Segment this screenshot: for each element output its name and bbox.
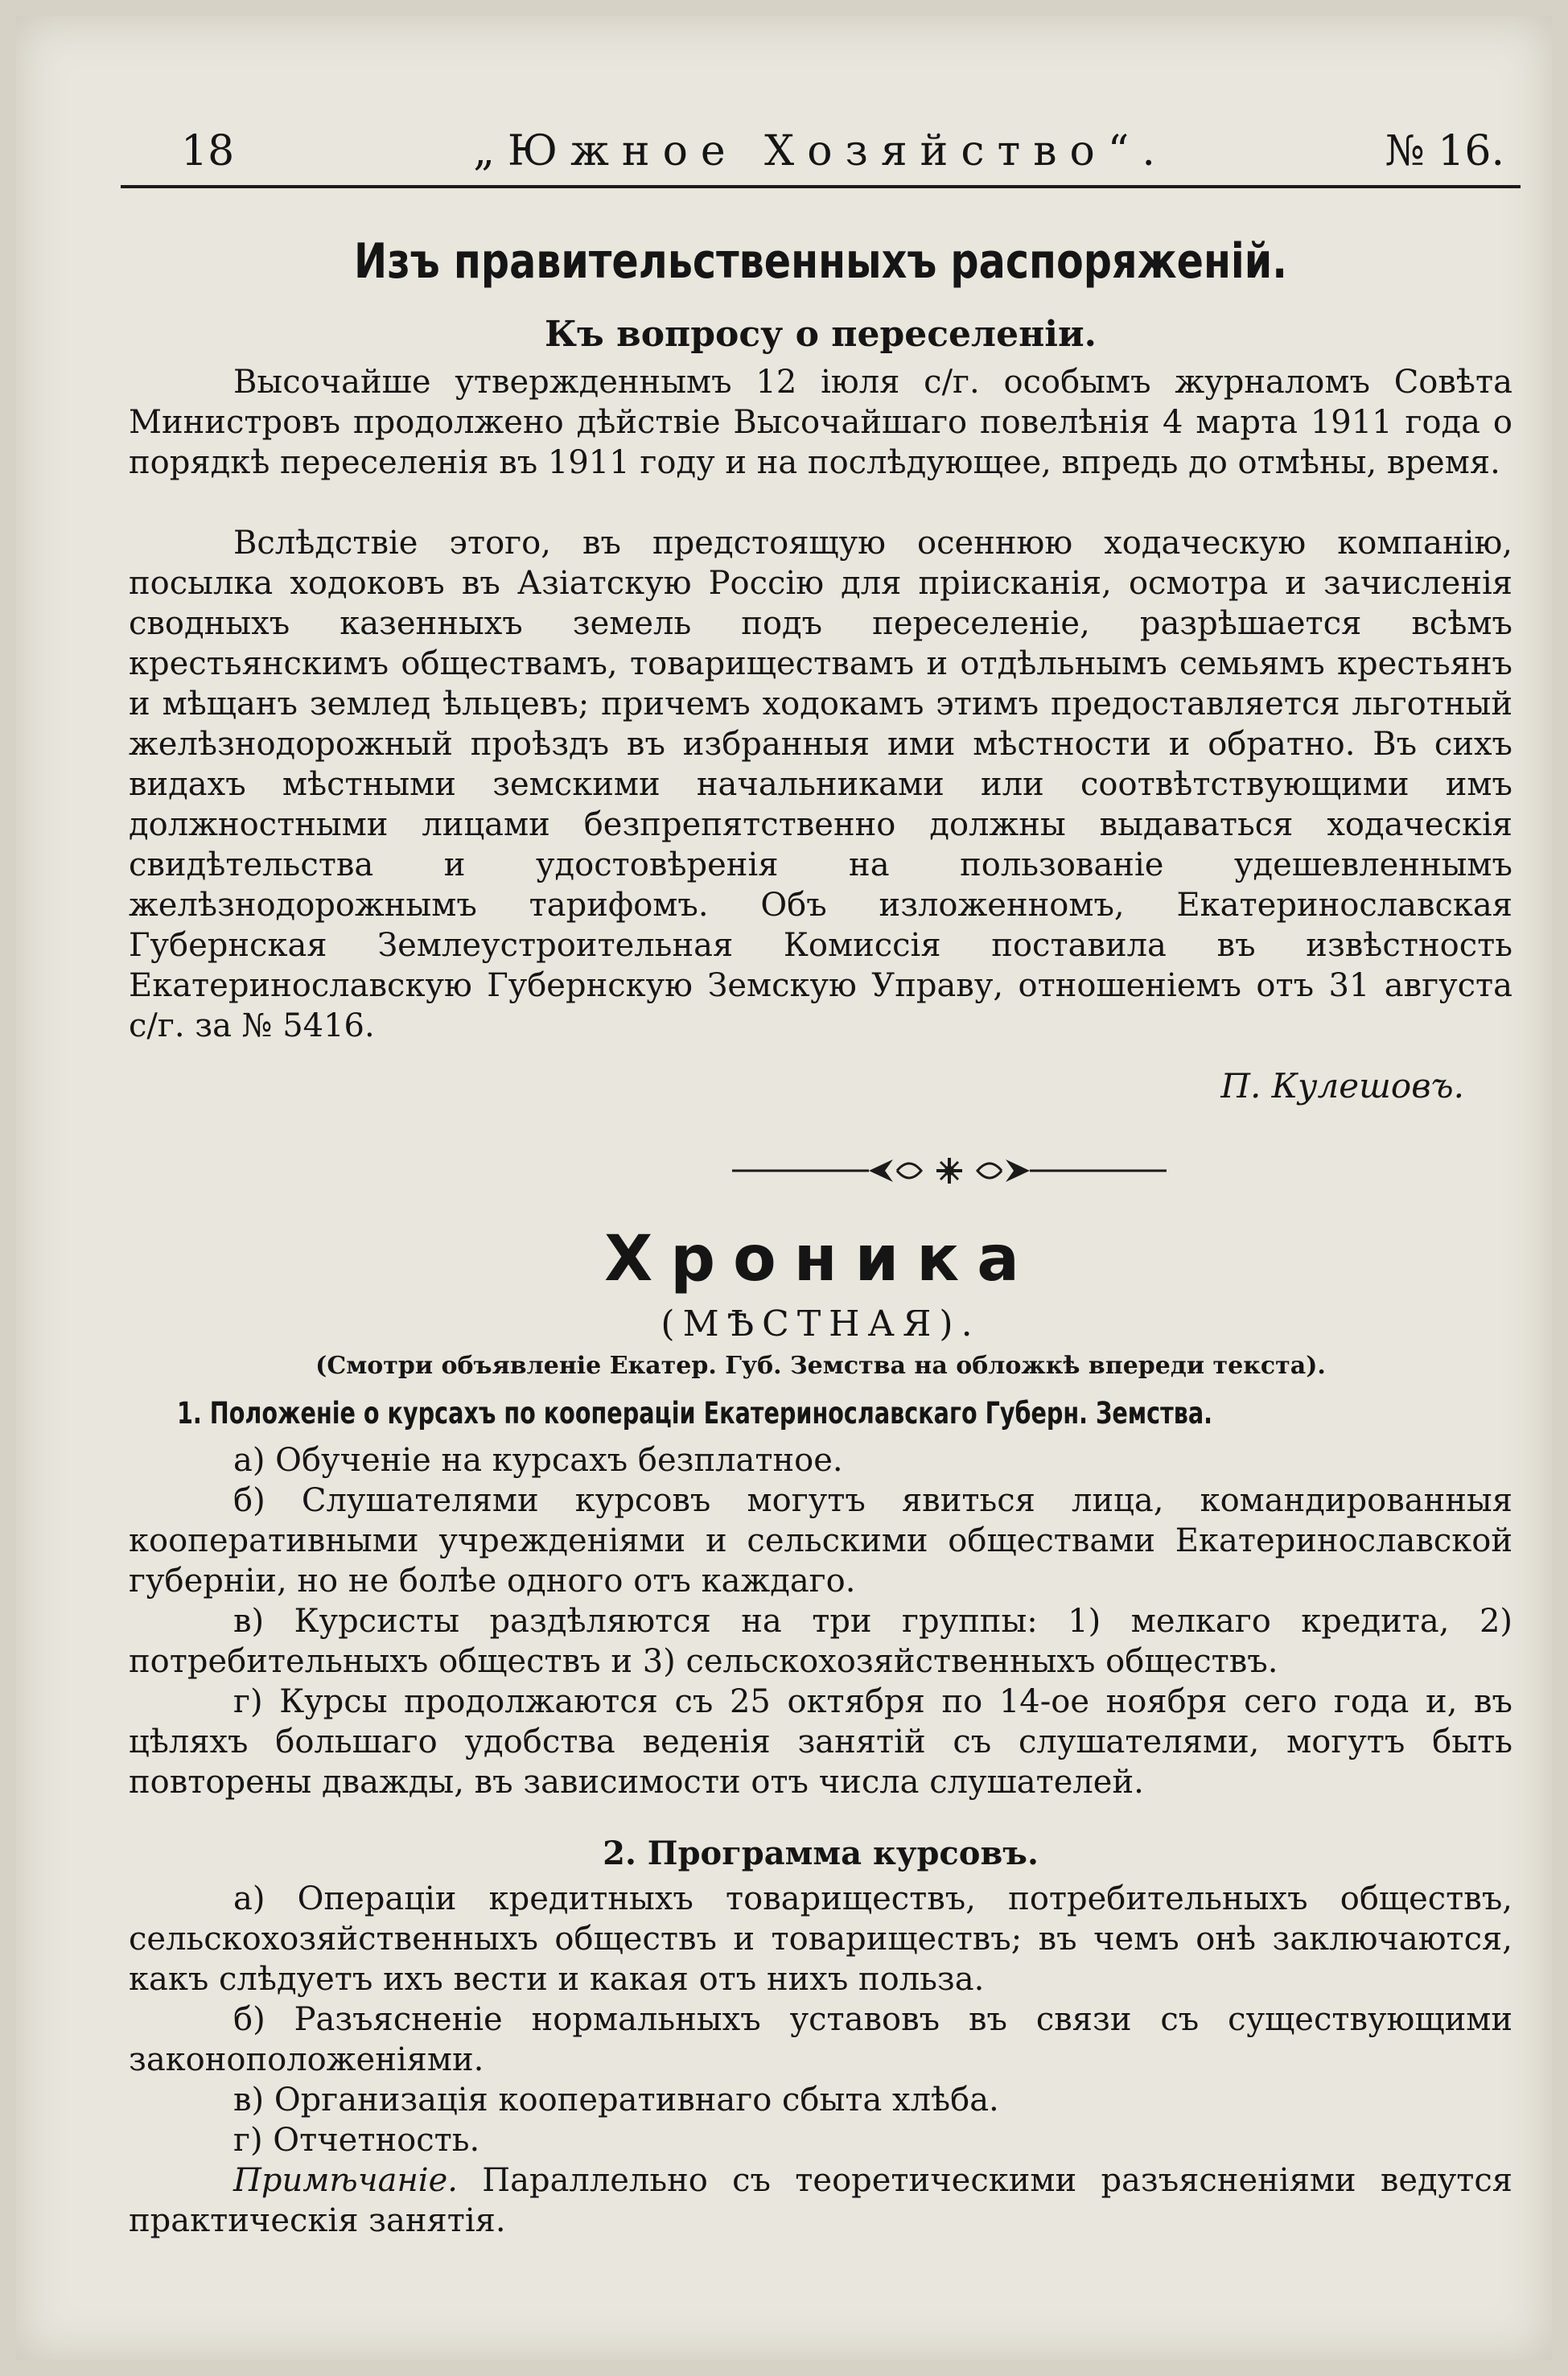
item-text: б) Слушателями курсовъ могутъ явиться лица, командированныя кооперативными учрежденіями и сельскими обществами Екатеринославской губерніи, но не болѣе одного отъ каждаго. [129,1482,1512,1600]
journal-title: „Южное Хозяйство“. [473,127,1168,175]
chronicle-title: Хроника [604,1223,1037,1295]
item-text: б) Разъясненіе нормальныхъ уставовъ въ связи съ существующими законоположеніями. [129,2001,1512,2078]
page-number: 18 [181,127,235,175]
paragraph-text: Вслѣдствіе этого, въ предстоящую осеннюю ходаческую компанію, посылка ходоковъ въ Азіатскую Россію для пріисканія, осмотра и зачисленія сводныхъ казенныхъ земель подъ переселеніе, разрѣшается всѣмъ крестьянскимъ обществамъ, товариществамъ и отдѣльнымъ семьямъ крестьянъ и мѣщанъ землед ѣльцевъ; причемъ ходокамъ этимъ предоставляется льготный желѣзнодорожный проѣздъ въ избранныя ими мѣстности и обратно. Въ сихъ видахъ мѣстными земскими начальниками или соотвѣтствующими имъ должностными лицами безпрепятственно должны выдаваться ходаческія свидѣтельства и удостовѣренія на пользованіе удешевленнымъ желѣзнодорожнымъ тарифомъ. Объ изложенномъ, Екатеринославская Губернская Землеустроительная Комиссія поставила въ извѣстность Екатеринославскую Губернскую Земскую Управу, отношеніемъ отъ 31 августа с/г. за № 5416. [129,525,1512,1044]
item-text: г) Отчетность. [233,2122,480,2159]
list-item [129,2080,1512,2120]
remark [129,2160,1512,2241]
item-text: а) Операціи кредитныхъ товариществъ, потребительныхъ обществъ, сельскохозяйственныхъ обществъ и товариществъ; въ чемъ онѣ заключаются, какъ слѣдуетъ ихъ вести и какая отъ нихъ польза. [129,1880,1512,1998]
remark-text: Параллельно съ теоретическими разъясненіями ведутся практическія занятія. [129,2162,1512,2239]
issue-number: № 16. [1385,127,1504,175]
section2-column [129,16,1512,2360]
section1-title: 1. Положеніе о курсахъ по кооперацiи Екатеринославскаго Губерн. Земства. [177,1396,1213,1431]
article-title: Изъ правительственныхъ распоряженій. [354,233,1287,290]
list-item [129,2120,1512,2160]
journal-page [16,16,1552,2360]
article-signature: П. Кулешовъ. [1220,1066,1464,1106]
list-item [129,1879,1512,1999]
item-text: г) Курсы продолжаются съ 25 октября по 14-ое ноября сего года и, въ цѣляхъ большаго удобства веденія занятій съ слушателями, могутъ быть повторены дважды, въ зависимости отъ числа слушателей. [129,1683,1512,1801]
item-text: в) Организація кооперативнаго сбыта хлѣба. [233,2082,999,2119]
chronicle-subtitle: (МѢСТНАЯ). [661,1303,981,1344]
paragraph-text: Высочайше утвержденнымъ 12 іюля с/г. особымъ журналомъ Совѣта Министровъ продолжено дѣйствіе Высочайшаго повелѣнія 4 марта 1911 года о порядкѣ переселенія въ 1911 году и на послѣдующее, впредь до отмѣны, время. [129,364,1512,481]
item-text: а) Обученіе на курсахъ безплатное. [233,1442,843,1479]
remark-label: Примѣчаніе. [233,2162,458,2199]
section2-title: 2. Программа курсовъ. [603,1835,1039,1872]
article-subtitle: Къ вопросу о переселеніи. [545,314,1097,355]
chronicle-note: (Смотри объявленіе Екатер. Губ. Земства на обложкѣ впереди текста). [315,1352,1326,1380]
list-item [129,1999,1512,2080]
item-text: в) Курсисты раздѣляются на три группы: 1) мелкаго кредита, 2) потребительныхъ обществъ и 3) сельскохозяйственныхъ обществъ. [129,1603,1512,1680]
